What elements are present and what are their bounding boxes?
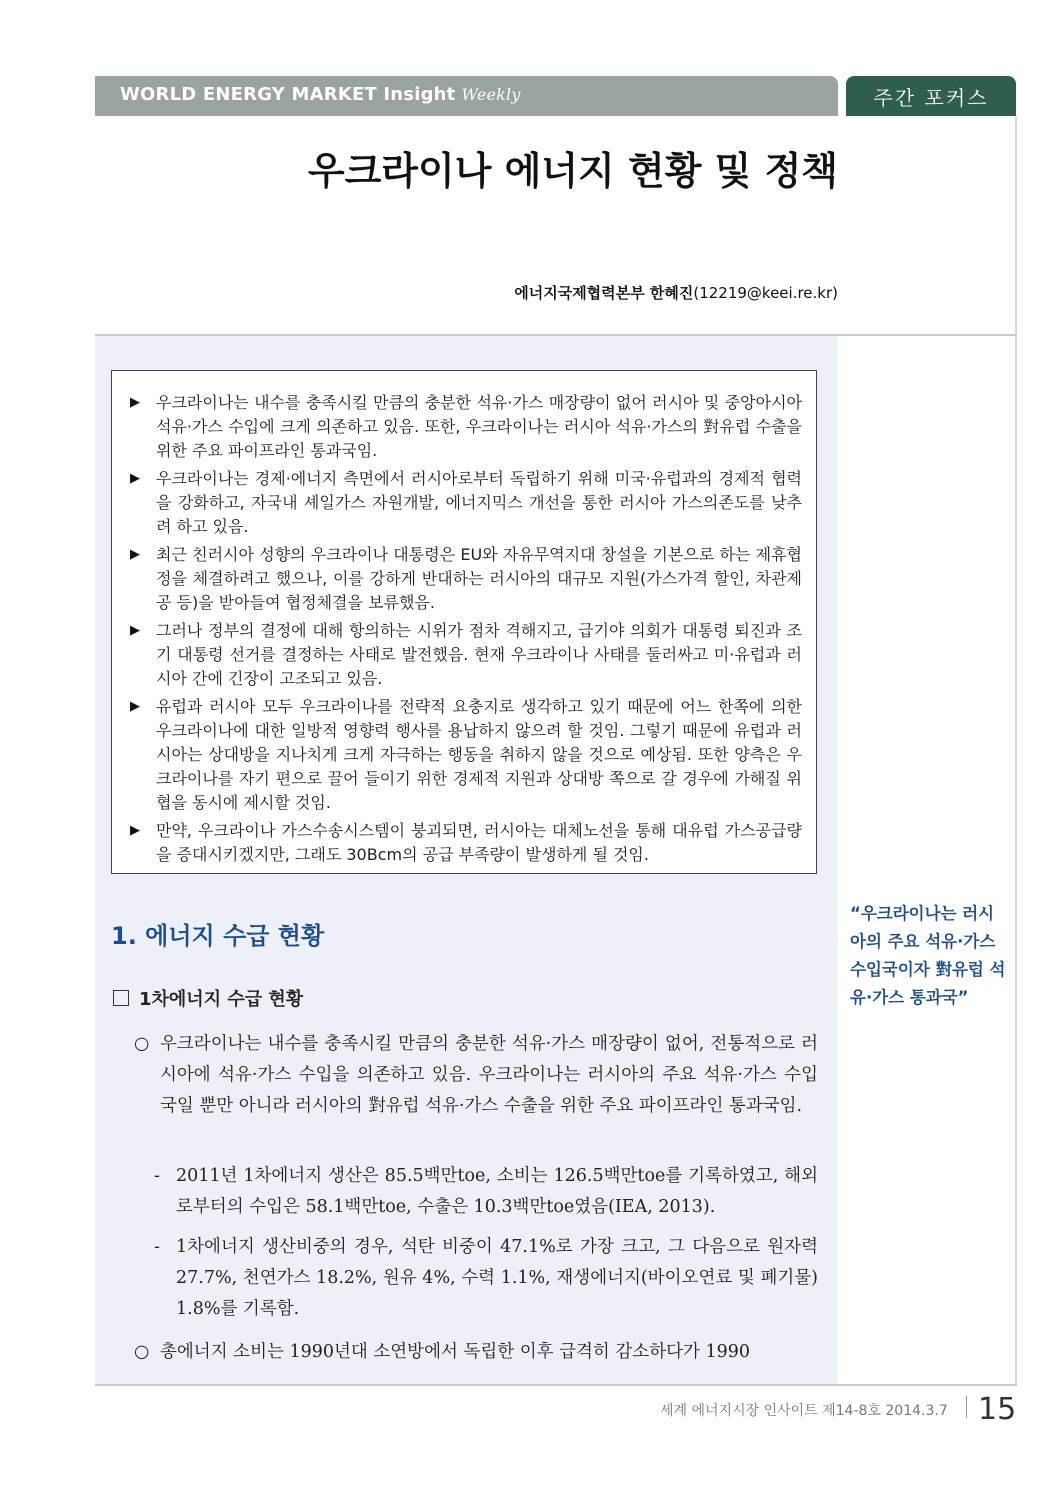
page-number: 15 [978,1392,1017,1427]
triangle-bullet-icon: ▶ [130,547,140,562]
triangle-bullet-icon: ▶ [130,471,140,486]
author-line [95,282,838,303]
summary-box [111,370,817,874]
triangle-bullet-icon: ▶ [130,823,140,838]
dash-paragraph: - 2011년 1차에너지 생산은 85.5백만toe, 소비는 126.5백만toe를 기록하였고, 해외로부터의 수입은 58.1백만toe, 수출은 10.3백만toe였음(IEA, 2013). [154,1161,818,1223]
article-title: 우크라이나 에너지 현황 및 정책 [307,149,838,193]
header-weekly-label: Weekly [461,85,521,104]
summary-item: ▶ 우크라이나는 내수를 충족시킬 만큼의 충분한 석유·가스 매장량이 없어 러시아 및 중앙아시아 석유·가스 수입에 크게 의존하고 있음. 또한, 우크라이나는 러시아 석유·가스의 對유럽 수출을 위한 주요 파이프라인 통과국임. [130,393,802,460]
body-paragraph: ○ 총에너지 소비는 1990년대 소연방에서 독립한 이후 급격히 감소하다가 1990 [134,1337,818,1368]
circle-bullet-icon: ○ [134,1034,150,1054]
summary-item: ▶ 유럽과 러시아 모두 우크라이나를 전략적 요충지로 생각하고 있기 때문에 어느 한쪽에 의한 우크라이나에 대한 일방적 영향력 행사를 용납하지 않으려 할 것임. 그렇기 때문에 유럽과 러시아는 상대방을 지나치게 크게 자극하는 행동을 취하지 않을 것으로 예상됨. 또한 양측은 우크라이나를 자기 편으로 끌어 들이기 위한 경제적 지원과 상대방 쪽으로 갈 경우에 가해질 위협을 동시에 제시할 것임. [130,697,802,812]
body-paragraph: ○ 우크라이나는 내수를 충족시킬 만큼의 충분한 석유·가스 매장량이 없어, 전통적으로 러시아에 석유·가스 수입을 의존하고 있음. 우크라이나는 러시아의 주요 석유·가스 수입국일 뿐만 아니라 러시아의 對유럽 석유·가스 수출을 위한 주요 파이프라인 통과국임. [134,1029,818,1122]
dash-paragraph: - 1차에너지 생산비중의 경우, 석탄 비중이 47.1%로 가장 크고, 그 다음으로 원자력 27.7%, 천연가스 18.2%, 원유 4%, 수력 1.1%, 재생에너지(바이오연료 및 폐기물) 1.8%를 기록함. [154,1232,818,1325]
side-pull-quote: “우크라이나는 러시아의 주요 석유·가스 수입국이자 對유럽 석유·가스 통과국” [850,904,1006,1007]
triangle-bullet-icon: ▶ [130,395,140,410]
summary-item: ▶ 우크라이나는 경제·에너지 측면에서 러시아로부터 독립하기 위해 미국·유럽과의 경제적 협력을 강화하고, 자국내 셰일가스 자원개발, 에너지믹스 개선을 통한 러시아 가스의존도를 낮추려 하고 있음. [130,469,802,536]
dash-bullet-icon: - [154,1237,160,1257]
dash-bullet-icon: - [154,1166,160,1186]
bottom-divider [95,1384,1017,1386]
triangle-bullet-icon: ▶ [130,699,140,714]
section-heading: 1. 에너지 수급 현황 [111,922,325,950]
publication-header-title: WORLD ENERGY MARKET Insight Weekly [120,84,521,105]
footer-publication: 세계 에너지시장 인사이트 제14-8호 2014.3.7 [660,1403,948,1419]
author-name: 에너지국제협력본부 한혜진 [514,284,694,302]
author-email: (12219@keei.re.kr) [693,284,838,302]
section-tab-weekly-focus: 주간 포커스 [846,76,1016,116]
summary-item: ▶ 만약, 우크라이나 가스수송시스템이 붕괴되면, 러시아는 대체노선을 통해 대유럽 가스공급량을 증대시키겠지만, 그래도 30Bcm의 공급 부족량이 발생하게 될 것임. [130,821,802,864]
footer-separator [966,1396,967,1418]
circle-bullet-icon: ○ [134,1342,150,1362]
triangle-bullet-icon: ▶ [130,623,140,638]
summary-item: ▶ 최근 친러시아 성향의 우크라이나 대통령은 EU와 자유무역지대 창설을 기본으로 하는 제휴협정을 체결하려고 했으나, 이를 강하게 반대하는 러시아의 대규모 지원(가스가격 할인, 차관제공 등)을 받아들여 협정체결을 보류했음. [130,545,802,612]
subsection-heading: 1차에너지 수급 현황 [113,985,303,1011]
checkbox-square-icon [113,990,129,1006]
right-margin-rule [1015,116,1017,1386]
summary-item: ▶ 그러나 정부의 결정에 대해 항의하는 시위가 점차 격해지고, 급기야 의회가 대통령 퇴진과 조기 대통령 선거를 결정하는 사태로 발전했음. 현재 우크라이나 사태를 둘러싸고 미·유럽과 러시아 간에 긴장이 고조되고 있음. [130,621,802,688]
